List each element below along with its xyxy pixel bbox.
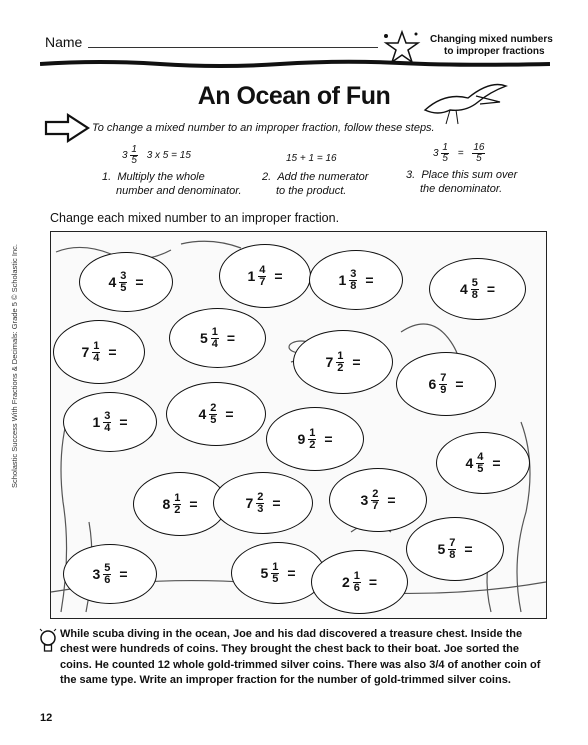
whole-number: 9 [297,431,306,447]
problem-bubble[interactable] [406,517,504,581]
whole-number: 2 [341,574,350,590]
example-result: 3 $\frac{1}{5}$ = $\frac{16}{5}$ [433,142,485,164]
pelican-icon [420,72,510,128]
equals-sign: = [225,406,234,422]
equals-sign: = [492,455,501,471]
step-3: 3. Place this sum over the denominator. [406,169,518,195]
equals-sign: = [119,414,128,430]
equals-sign: = [226,330,236,346]
whole-number: 1 [338,272,347,288]
name-label: Name [45,34,83,50]
equals-sign: = [189,496,198,512]
fraction: $\frac{1}{2}$ [309,426,316,451]
instructions-text: To change a mixed number to an improper fraction, follow these steps. [92,122,435,134]
problem-bubble[interactable] [293,330,393,394]
equals-sign: = [119,566,128,582]
fraction: $\frac{5}{8}$ [471,276,478,301]
problem-bubble[interactable] [266,407,364,471]
problem-bubble[interactable] [219,244,311,308]
whole-number: 3 [360,492,369,508]
equals-sign: = [324,431,333,447]
equals-sign: = [108,344,117,360]
whole-number: 5 [199,330,208,346]
problem-bubble[interactable] [166,382,266,446]
problem-bubble[interactable] [63,544,157,604]
lightbulb-icon [38,628,58,654]
whole-number: 5 [260,565,269,581]
subtitle: Change each mixed number to an improper fraction. [50,211,340,225]
whole-number: 1 [92,414,101,430]
whole-number: 6 [428,376,437,392]
fraction: $\frac{1}{2}$ [174,491,181,516]
word-problem: While scuba diving in the ocean, Joe and his dad discovered a treasure chest. Inside the chest were hundreds of coins. They brought the chest back to their boat. Joe sorted the coins. He counted 12 whole gold-trimmed silver coins. There was also 3/4 of another coin of the same type. Write an improper fraction for the number of gold-trimmed silver coins. [60,628,541,686]
whole-number: 3 [92,566,101,582]
arrow-icon [44,112,90,144]
example-step1: 3 $\frac{1}{5}$ 3 x 5 = 15 [122,144,191,166]
fraction: $\frac{7}{9}$ [440,371,447,396]
topic-label: Changing mixed numbers to improper fractions [430,34,553,57]
fraction: $\frac{3}{8}$ [350,267,357,292]
fraction: $\frac{7}{8}$ [449,536,456,561]
whole-number: 4 [108,274,117,290]
problem-bubble[interactable] [309,250,403,310]
equals-sign: = [368,574,378,590]
page-title: An Ocean of Fun [197,82,391,110]
fraction: $\frac{1}{4}$ [93,339,100,364]
ocean-scene [50,231,547,619]
equals-sign: = [365,272,374,288]
fraction: $\frac{2}{7}$ [372,487,379,512]
fraction: $\frac{5}{6}$ [104,561,111,586]
problem-bubble[interactable] [63,392,157,452]
equals-sign: = [135,274,144,290]
whole-number: 7 [325,354,334,370]
step-2: 2. Add the numerator to the product. [262,171,369,197]
equals-sign: = [464,541,473,557]
problem-bubble[interactable] [213,472,313,534]
problem-bubble[interactable] [329,468,427,532]
fraction: $\frac{3}{4}$ [104,409,111,434]
step-1: 1. Multiply the whole number and denominator. [102,171,242,197]
whole-number: 7 [245,495,254,511]
fraction: $\frac{1}{2}$ [337,349,344,374]
side-credit: Scholastic Success With Fractions & Decimals: Grade 5 © Scholastic Inc. [10,244,19,488]
fraction: $\frac{4}{7}$ [259,263,266,288]
equals-sign: = [272,495,281,511]
equals-sign: = [486,281,496,297]
whole-number: 8 [162,496,171,512]
fraction: $\frac{1}{6}$ [353,569,360,594]
fraction: $\frac{2}{3}$ [257,490,264,515]
whole-number: 4 [198,406,207,422]
equals-sign: = [455,376,464,392]
equals-sign: = [387,492,396,508]
header-divider [40,58,550,70]
problem-bubble[interactable] [53,320,145,384]
problem-bubble[interactable] [169,308,266,368]
problem-bubble[interactable] [311,550,408,614]
equals-sign: = [287,565,296,581]
page-number: 12 [40,712,53,724]
whole-number: 1 [247,268,256,284]
example-step2: 15 + 1 = 16 [286,153,337,164]
whole-number: 4 [465,455,474,471]
equals-sign: = [274,268,283,284]
fraction: $\frac{1}{4}$ [211,325,218,350]
fraction: $\frac{2}{5}$ [210,401,217,426]
fraction: $\frac{3}{5}$ [120,269,127,294]
problem-bubble[interactable] [429,258,526,320]
fraction: $\frac{1}{5}$ [272,560,279,585]
problem-bubble[interactable] [79,252,173,312]
problem-bubble[interactable] [436,432,530,494]
fraction: $\frac{4}{5}$ [477,450,484,475]
problem-bubble[interactable] [396,352,496,416]
problem-bubble[interactable] [231,542,325,604]
name-line[interactable] [88,47,378,48]
equals-sign: = [352,354,361,370]
whole-number: 7 [81,344,90,360]
whole-number: 4 [459,281,468,297]
whole-number: 5 [437,541,446,557]
